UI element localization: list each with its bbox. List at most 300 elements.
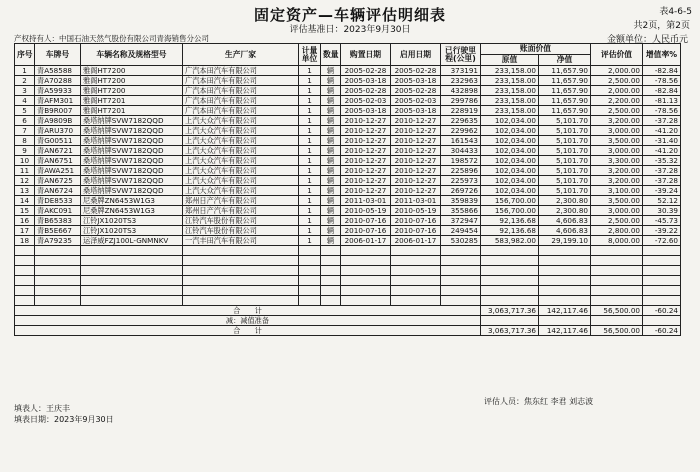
cell-net: 4,606.83 xyxy=(539,216,591,226)
empty-cell xyxy=(441,276,481,286)
cell-plate: 青AN6721 xyxy=(35,146,81,156)
cell-eval: 3,000.00 xyxy=(591,146,643,156)
cell-unit: 1 xyxy=(299,106,321,116)
cell-qty: 辆 xyxy=(321,136,341,146)
cell-eval: 3,200.00 xyxy=(591,176,643,186)
empty-cell xyxy=(299,266,321,276)
cell-rate: -81.13 xyxy=(643,96,681,106)
cell-use: 2010-07-16 xyxy=(391,226,441,236)
cell-buy: 2006-01-17 xyxy=(341,236,391,246)
cell-mileage: 225973 xyxy=(441,176,481,186)
cell-plate: 青AWA251 xyxy=(35,166,81,176)
cell-buy: 2010-12-27 xyxy=(341,146,391,156)
cell-use: 2010-12-27 xyxy=(391,156,441,166)
summary-final-rate: -60.24 xyxy=(643,326,681,336)
cell-use: 2010-12-27 xyxy=(391,116,441,126)
empty-cell xyxy=(643,276,681,286)
empty-cell xyxy=(391,246,441,256)
empty-cell xyxy=(299,276,321,286)
cell-mileage: 228919 xyxy=(441,106,481,116)
table-row xyxy=(15,166,681,176)
cell-net: 5,101.70 xyxy=(539,156,591,166)
assessor-label: 评估人员：焦东红 李君 刘志波 xyxy=(484,397,594,406)
cell-rate: -45.73 xyxy=(643,216,681,226)
cell-use: 2005-02-28 xyxy=(391,66,441,76)
header-maker: 生产厂家 xyxy=(183,44,299,66)
cell-plate: 青AN6725 xyxy=(35,176,81,186)
cell-unit: 1 xyxy=(299,166,321,176)
cell-rate: -82.84 xyxy=(643,86,681,96)
empty-cell xyxy=(481,286,539,296)
cell-net: 5,101.70 xyxy=(539,166,591,176)
cell-plate: 青A79235 xyxy=(35,236,81,246)
cell-qty: 辆 xyxy=(321,216,341,226)
currency-unit: 金额单位：人民币元 xyxy=(606,35,688,45)
cell-orig: 233,158.00 xyxy=(481,76,539,86)
table-row xyxy=(15,206,681,216)
empty-cell xyxy=(35,256,81,266)
cell-plate: 青B5E667 xyxy=(35,226,81,236)
cell-use: 2005-02-28 xyxy=(391,86,441,96)
cell-name: 桑塔纳牌SVW7182QQD xyxy=(81,156,183,166)
cell-plate: 青AN6724 xyxy=(35,186,81,196)
cell-qty: 辆 xyxy=(321,66,341,76)
cell-rate: -37.28 xyxy=(643,166,681,176)
cell-name: 桑塔纳牌SVW7182QQD xyxy=(81,176,183,186)
cell-name: 尼桑牌ZN6453W1G3 xyxy=(81,206,183,216)
empty-cell xyxy=(81,266,183,276)
cell-qty: 辆 xyxy=(321,176,341,186)
cell-plate: 青A58588 xyxy=(35,66,81,76)
table-row xyxy=(15,156,681,166)
table-row xyxy=(15,226,681,236)
cell-net: 5,101.70 xyxy=(539,116,591,126)
empty-cell xyxy=(321,246,341,256)
table-row xyxy=(15,76,681,86)
empty-cell xyxy=(81,246,183,256)
cell-net: 11,657.90 xyxy=(539,96,591,106)
cell-buy: 2010-12-27 xyxy=(341,156,391,166)
header-eval-value: 评估价值 xyxy=(591,44,643,66)
cell-rate: 30.39 xyxy=(643,206,681,216)
cell-maker: 广汽本田汽车有限公司 xyxy=(183,66,299,76)
summary-empty xyxy=(591,316,643,326)
empty-cell xyxy=(81,286,183,296)
empty-cell xyxy=(481,246,539,256)
cell-name: 雅阁HT7200 xyxy=(81,66,183,76)
empty-row xyxy=(15,296,681,306)
summary-empty xyxy=(481,316,539,326)
cell-orig: 102,034.00 xyxy=(481,126,539,136)
cell-orig: 102,034.00 xyxy=(481,146,539,156)
cell-seq: 18 xyxy=(15,236,35,246)
cell-net: 5,101.70 xyxy=(539,146,591,156)
table-row xyxy=(15,146,681,156)
base-date: 评估基准日：2023年9月30日 xyxy=(289,25,411,35)
cell-orig: 583,982.00 xyxy=(481,236,539,246)
cell-rate: -41.20 xyxy=(643,126,681,136)
cell-rate: -41.20 xyxy=(643,146,681,156)
cell-rate: -72.60 xyxy=(643,236,681,246)
header-seq: 序号 xyxy=(15,44,35,66)
summary-label: 减：减值准备 xyxy=(15,316,481,326)
cell-unit: 1 xyxy=(299,136,321,146)
cell-eval: 3,100.00 xyxy=(591,186,643,196)
cell-seq: 13 xyxy=(15,186,35,196)
cell-buy: 2010-12-27 xyxy=(341,126,391,136)
cell-rate: -78.56 xyxy=(643,106,681,116)
empty-cell xyxy=(341,296,391,306)
empty-cell xyxy=(391,276,441,286)
cell-eval: 2,500.00 xyxy=(591,76,643,86)
cell-qty: 辆 xyxy=(321,156,341,166)
cell-mileage: 161543 xyxy=(441,136,481,146)
summary-total-rate: -60.24 xyxy=(643,306,681,316)
cell-qty: 辆 xyxy=(321,86,341,96)
table-row xyxy=(15,186,681,196)
empty-cell xyxy=(35,286,81,296)
empty-cell xyxy=(321,296,341,306)
summary-final-orig: 3,063,717.36 xyxy=(481,326,539,336)
cell-plate: 青AN6751 xyxy=(35,156,81,166)
empty-cell xyxy=(481,296,539,306)
cell-maker: 上汽大众汽车有限公司 xyxy=(183,156,299,166)
table-row xyxy=(15,136,681,146)
cell-net: 11,657.90 xyxy=(539,106,591,116)
empty-cell xyxy=(81,256,183,266)
empty-cell xyxy=(299,246,321,256)
empty-cell xyxy=(15,246,35,256)
empty-cell xyxy=(539,276,591,286)
cell-use: 2005-03-18 xyxy=(391,106,441,116)
cell-rate: -37.28 xyxy=(643,116,681,126)
cell-unit: 1 xyxy=(299,206,321,216)
empty-cell xyxy=(35,246,81,256)
cell-buy: 2010-12-27 xyxy=(341,186,391,196)
header-rate: 增值率% xyxy=(643,44,681,66)
page-title: 固定资产—车辆评估明细表 xyxy=(253,6,446,24)
cell-use: 2010-07-16 xyxy=(391,216,441,226)
cell-maker: 一汽丰田汽车有限公司 xyxy=(183,236,299,246)
cell-seq: 15 xyxy=(15,206,35,216)
empty-cell xyxy=(481,266,539,276)
cell-orig: 233,158.00 xyxy=(481,96,539,106)
cell-seq: 8 xyxy=(15,136,35,146)
summary-total-row xyxy=(15,306,681,316)
summary-total-net: 142,117.46 xyxy=(539,306,591,316)
cell-plate: 青AKC091 xyxy=(35,206,81,216)
cell-name: 江铃JX1020TS3 xyxy=(81,216,183,226)
cell-use: 2010-12-27 xyxy=(391,146,441,156)
header-mileage: 已行驶里程(公里) xyxy=(441,44,481,66)
empty-cell xyxy=(539,256,591,266)
cell-orig: 233,158.00 xyxy=(481,106,539,116)
cell-rate: 52.12 xyxy=(643,196,681,206)
table-row xyxy=(15,96,681,106)
cell-use: 2010-12-27 xyxy=(391,186,441,196)
cell-rate: -35.32 xyxy=(643,156,681,166)
cell-name: 桑塔纳牌SVW7182QQD xyxy=(81,116,183,126)
cell-mileage: 299786 xyxy=(441,96,481,106)
cell-plate: 青A70288 xyxy=(35,76,81,86)
cell-buy: 2010-12-27 xyxy=(341,136,391,146)
empty-cell xyxy=(481,276,539,286)
empty-cell xyxy=(643,256,681,266)
empty-row xyxy=(15,246,681,256)
cell-net: 11,657.90 xyxy=(539,66,591,76)
cell-mileage: 373191 xyxy=(441,66,481,76)
cell-orig: 92,136.68 xyxy=(481,216,539,226)
cell-qty: 辆 xyxy=(321,126,341,136)
cell-seq: 11 xyxy=(15,166,35,176)
cell-seq: 14 xyxy=(15,196,35,206)
cell-seq: 6 xyxy=(15,116,35,126)
cell-seq: 10 xyxy=(15,156,35,166)
cell-eval: 3,500.00 xyxy=(591,136,643,146)
cell-unit: 1 xyxy=(299,226,321,236)
fill-date-label: 填表日期：2023年9月30日 xyxy=(14,415,114,424)
cell-net: 11,657.90 xyxy=(539,86,591,96)
cell-mileage: 269726 xyxy=(441,186,481,196)
cell-qty: 辆 xyxy=(321,196,341,206)
cell-eval: 3,000.00 xyxy=(591,126,643,136)
cell-unit: 1 xyxy=(299,146,321,156)
table-row xyxy=(15,176,681,186)
cell-rate: -78.56 xyxy=(643,76,681,86)
empty-cell xyxy=(183,286,299,296)
empty-cell xyxy=(321,276,341,286)
cell-net: 5,101.70 xyxy=(539,186,591,196)
header-book-value: 账面价值 xyxy=(481,44,591,55)
cell-use: 2010-12-27 xyxy=(391,136,441,146)
cell-mileage: 229962 xyxy=(441,126,481,136)
empty-cell xyxy=(539,266,591,276)
cell-plate: 青B65383 xyxy=(35,216,81,226)
cell-rate: -39.24 xyxy=(643,186,681,196)
cell-eval: 3,300.00 xyxy=(591,156,643,166)
cell-buy: 2010-07-16 xyxy=(341,226,391,236)
cell-seq: 1 xyxy=(15,66,35,76)
cell-mileage: 355866 xyxy=(441,206,481,216)
cell-name: 雅阁HT7201 xyxy=(81,96,183,106)
cell-buy: 2010-07-16 xyxy=(341,216,391,226)
cell-mileage: 304433 xyxy=(441,146,481,156)
cell-name: 桑塔纳牌SVW7182QQD xyxy=(81,186,183,196)
summary-total-eval: 56,500.00 xyxy=(591,306,643,316)
cell-plate: 青A9809B xyxy=(35,116,81,126)
page-info: 共2页，第2页 xyxy=(633,21,690,31)
cell-buy: 2005-03-18 xyxy=(341,106,391,116)
cell-mileage: 359839 xyxy=(441,196,481,206)
empty-cell xyxy=(643,296,681,306)
cell-rate: -31.40 xyxy=(643,136,681,146)
cell-maker: 广汽本田汽车有限公司 xyxy=(183,96,299,106)
cell-maker: 江铃汽车股份有限公司 xyxy=(183,216,299,226)
cell-buy: 2005-03-18 xyxy=(341,76,391,86)
empty-row xyxy=(15,266,681,276)
cell-plate: 青DE8533 xyxy=(35,196,81,206)
cell-qty: 辆 xyxy=(321,166,341,176)
header-qty: 数量 xyxy=(321,44,341,66)
empty-cell xyxy=(391,296,441,306)
empty-cell xyxy=(591,296,643,306)
cell-qty: 辆 xyxy=(321,186,341,196)
table-number: 表4-6-5 xyxy=(659,7,692,17)
cell-use: 2010-12-27 xyxy=(391,166,441,176)
empty-cell xyxy=(183,266,299,276)
cell-maker: 上汽大众汽车有限公司 xyxy=(183,126,299,136)
cell-maker: 江铃汽车股份有限公司 xyxy=(183,226,299,236)
cell-plate: 青A59933 xyxy=(35,86,81,96)
cell-eval: 3,500.00 xyxy=(591,196,643,206)
table-row xyxy=(15,236,681,246)
summary-final-net: 142,117.46 xyxy=(539,326,591,336)
cell-use: 2006-01-17 xyxy=(391,236,441,246)
summary-empty xyxy=(539,316,591,326)
cell-maker: 广汽本田汽车有限公司 xyxy=(183,86,299,96)
empty-cell xyxy=(81,276,183,286)
cell-eval: 2,800.00 xyxy=(591,226,643,236)
empty-cell xyxy=(15,296,35,306)
cell-unit: 1 xyxy=(299,86,321,96)
cell-mileage: 372947 xyxy=(441,216,481,226)
cell-use: 2011-03-01 xyxy=(391,196,441,206)
cell-net: 2,300.80 xyxy=(539,206,591,216)
cell-maker: 郑州日产汽车有限公司 xyxy=(183,206,299,216)
cell-orig: 233,158.00 xyxy=(481,66,539,76)
empty-cell xyxy=(341,246,391,256)
empty-cell xyxy=(391,266,441,276)
owner-label: 产权持有人：中国石油天然气股份有限公司青海销售分公司 xyxy=(14,34,209,43)
table-row xyxy=(15,216,681,226)
cell-rate: -82.84 xyxy=(643,66,681,76)
header-unit: 计量单位 xyxy=(299,44,321,66)
cell-seq: 5 xyxy=(15,106,35,116)
cell-net: 11,657.90 xyxy=(539,76,591,86)
empty-cell xyxy=(81,296,183,306)
empty-cell xyxy=(183,256,299,266)
cell-orig: 102,034.00 xyxy=(481,186,539,196)
cell-eval: 3,000.00 xyxy=(591,206,643,216)
header-name-model: 车辆名称及规格型号 xyxy=(81,44,183,66)
cell-seq: 7 xyxy=(15,126,35,136)
cell-mileage: 225896 xyxy=(441,166,481,176)
summary-total-orig: 3,063,717.36 xyxy=(481,306,539,316)
cell-buy: 2005-02-28 xyxy=(341,66,391,76)
cell-eval: 3,200.00 xyxy=(591,116,643,126)
empty-cell xyxy=(441,246,481,256)
cell-name: 雅阁HT7201 xyxy=(81,106,183,116)
cell-name: 桑塔纳牌SVW7182QQD xyxy=(81,126,183,136)
empty-cell xyxy=(299,296,321,306)
cell-seq: 17 xyxy=(15,226,35,236)
cell-net: 5,101.70 xyxy=(539,136,591,146)
empty-cell xyxy=(539,286,591,296)
cell-buy: 2010-12-27 xyxy=(341,166,391,176)
cell-plate: 青B9R007 xyxy=(35,106,81,116)
summary-reserve-row xyxy=(15,316,681,326)
cell-qty: 辆 xyxy=(321,116,341,126)
cell-mileage: 229635 xyxy=(441,116,481,126)
cell-eval: 2,000.00 xyxy=(591,66,643,76)
cell-name: 江铃JX1020TS3 xyxy=(81,226,183,236)
cell-unit: 1 xyxy=(299,126,321,136)
empty-cell xyxy=(183,296,299,306)
cell-plate: 青AFM301 xyxy=(35,96,81,106)
cell-eval: 2,500.00 xyxy=(591,106,643,116)
cell-name: 尼桑牌ZN6453W1G3 xyxy=(81,196,183,206)
vehicle-appraisal-table xyxy=(14,43,681,336)
cell-unit: 1 xyxy=(299,186,321,196)
cell-maker: 上汽大众汽车有限公司 xyxy=(183,166,299,176)
cell-name: 桑塔纳牌SVW7182QQD xyxy=(81,166,183,176)
cell-maker: 上汽大众汽车有限公司 xyxy=(183,186,299,196)
cell-qty: 辆 xyxy=(321,146,341,156)
empty-row xyxy=(15,256,681,266)
cell-unit: 1 xyxy=(299,236,321,246)
empty-cell xyxy=(321,266,341,276)
cell-buy: 2010-12-27 xyxy=(341,116,391,126)
cell-eval: 8,000.00 xyxy=(591,236,643,246)
empty-row xyxy=(15,286,681,296)
cell-orig: 102,034.00 xyxy=(481,136,539,146)
cell-qty: 辆 xyxy=(321,236,341,246)
cell-unit: 1 xyxy=(299,96,321,106)
empty-cell xyxy=(441,266,481,276)
cell-orig: 233,158.00 xyxy=(481,86,539,96)
cell-maker: 上汽大众汽车有限公司 xyxy=(183,176,299,186)
cell-buy: 2010-12-27 xyxy=(341,176,391,186)
cell-buy: 2010-05-19 xyxy=(341,206,391,216)
cell-seq: 16 xyxy=(15,216,35,226)
cell-unit: 1 xyxy=(299,156,321,166)
cell-mileage: 432898 xyxy=(441,86,481,96)
empty-cell xyxy=(321,256,341,266)
cell-qty: 辆 xyxy=(321,76,341,86)
cell-seq: 3 xyxy=(15,86,35,96)
cell-maker: 广汽本田汽车有限公司 xyxy=(183,106,299,116)
filler-label: 填表人：王庆丰 xyxy=(14,404,70,413)
cell-rate: -39.22 xyxy=(643,226,681,236)
cell-buy: 2011-03-01 xyxy=(341,196,391,206)
cell-use: 2005-03-18 xyxy=(391,76,441,86)
cell-maker: 上汽大众汽车有限公司 xyxy=(183,116,299,126)
cell-name: 雅阁HT7200 xyxy=(81,86,183,96)
cell-eval: 2,200.00 xyxy=(591,96,643,106)
table-row xyxy=(15,196,681,206)
empty-cell xyxy=(539,296,591,306)
cell-name: 桑塔纳牌SVW7182QQD xyxy=(81,136,183,146)
summary-final-eval: 56,500.00 xyxy=(591,326,643,336)
empty-cell xyxy=(481,256,539,266)
cell-name: 运泽威FZJ100L-GNMNKV xyxy=(81,236,183,246)
empty-cell xyxy=(391,286,441,296)
empty-cell xyxy=(591,266,643,276)
header-orig: 原值 xyxy=(481,55,539,66)
header-net: 净值 xyxy=(539,55,591,66)
cell-qty: 辆 xyxy=(321,96,341,106)
empty-cell xyxy=(441,296,481,306)
cell-maker: 郑州日产汽车有限公司 xyxy=(183,196,299,206)
empty-cell xyxy=(15,266,35,276)
cell-use: 2010-12-27 xyxy=(391,176,441,186)
cell-eval: 3,200.00 xyxy=(591,166,643,176)
cell-buy: 2005-02-28 xyxy=(341,86,391,96)
table-row xyxy=(15,116,681,126)
empty-row xyxy=(15,276,681,286)
cell-net: 5,101.70 xyxy=(539,176,591,186)
cell-buy: 2005-02-03 xyxy=(341,96,391,106)
